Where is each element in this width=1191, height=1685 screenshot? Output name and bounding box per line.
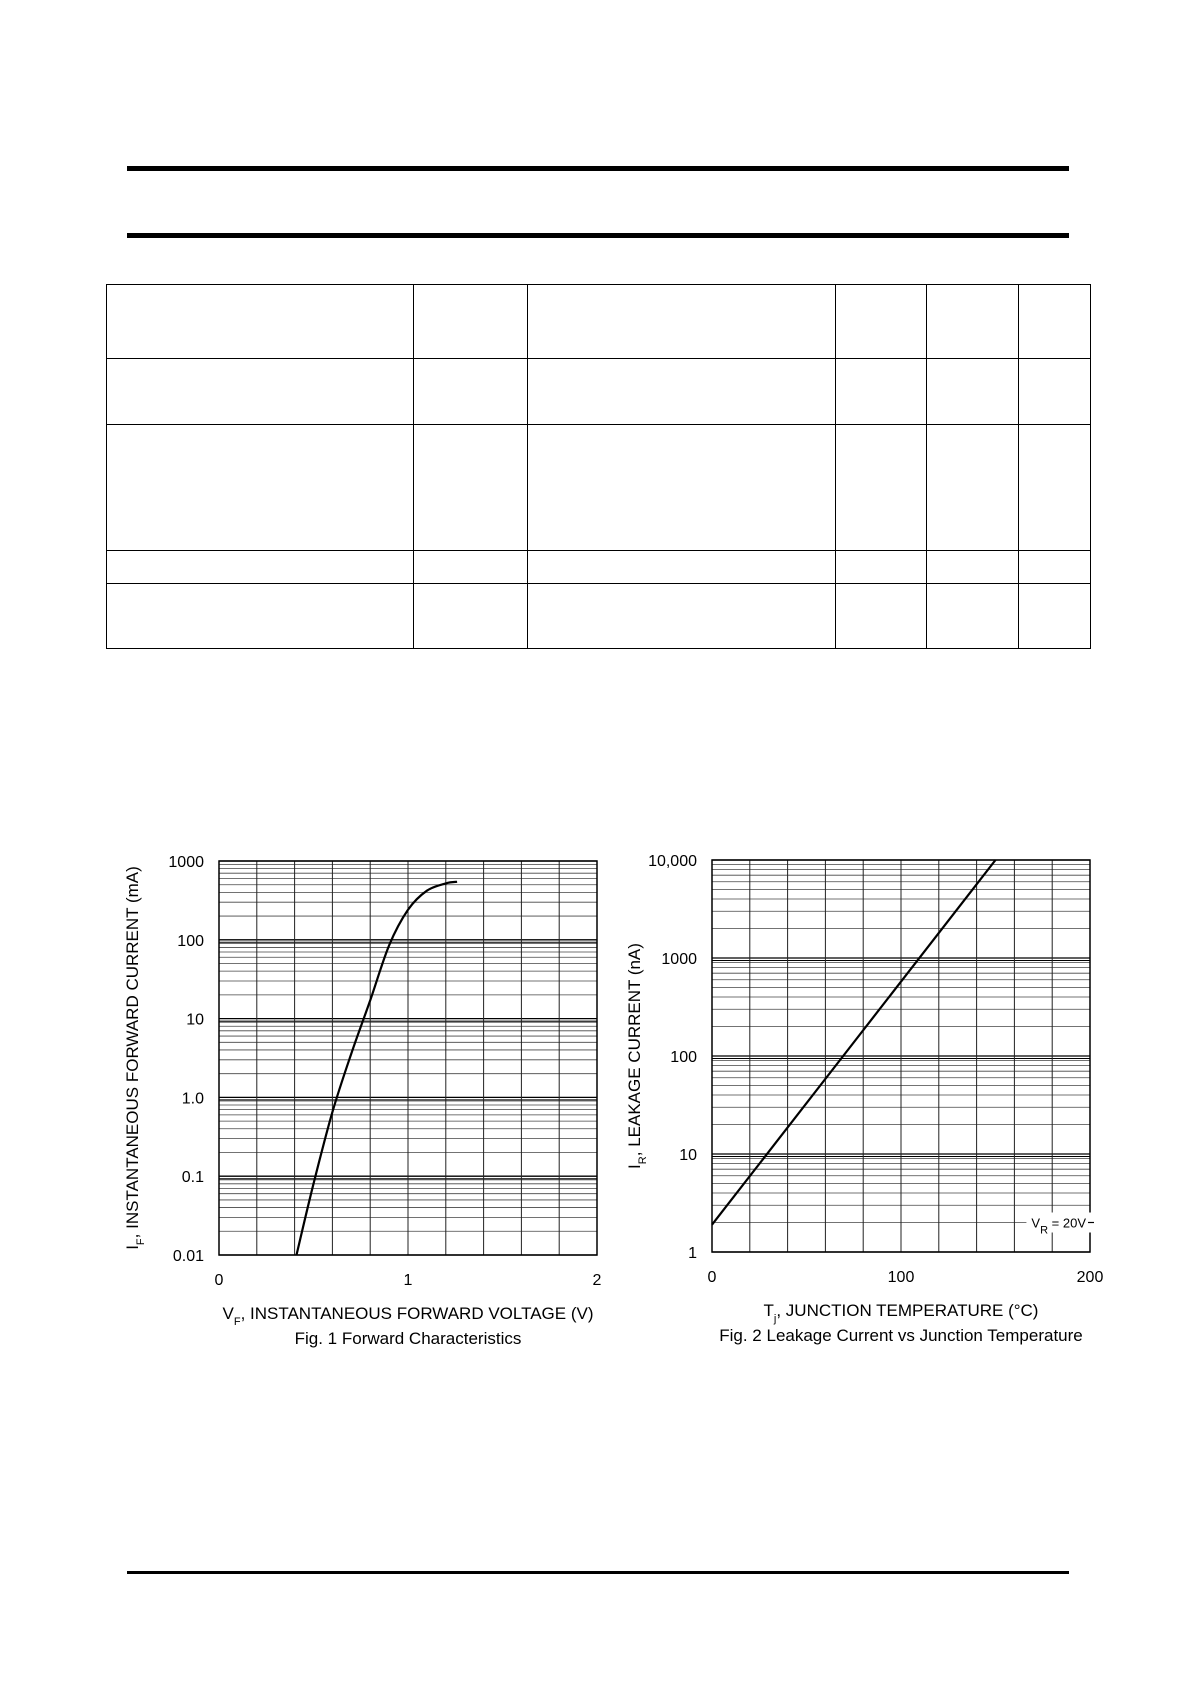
x-tick-label: 0 [214, 1272, 224, 1289]
y-tick-label: 10 [186, 1011, 204, 1029]
y-tick-label: 1 [688, 1245, 697, 1262]
y-tick-label: 0.1 [181, 1169, 204, 1187]
y-axis-label: $I_F$, INSTANTANEOUS FORWARD CURRENT (mA) [123, 866, 147, 1250]
x-tick-label: 100 [887, 1269, 915, 1286]
series-line [297, 882, 458, 1255]
y-tick-label: 10 [679, 1147, 697, 1164]
figure-caption: Fig. 2 Leakage Current vs Junction Temperature [719, 1326, 1083, 1345]
figure-caption: Fig. 1 Forward Characteristics [294, 1329, 522, 1348]
x-axis-label: $V_F$, INSTANTANEOUS FORWARD VOLTAGE (V) [222, 1304, 594, 1328]
y-tick-label: 1.0 [181, 1090, 204, 1108]
y-tick-label: 100 [177, 932, 204, 950]
y-tick-label: 0.01 [172, 1248, 204, 1265]
y-tick-label: 1000 [168, 854, 204, 871]
footer-rule [127, 1571, 1069, 1574]
y-tick-label: 100 [670, 1049, 697, 1066]
fig2-chart [625, 853, 1103, 1345]
y-tick-label: 10,000 [648, 853, 697, 870]
x-tick-label: 2 [592, 1272, 602, 1289]
y-tick-label: 1000 [661, 951, 697, 968]
x-tick-label: 0 [707, 1269, 717, 1286]
x-tick-label: 200 [1076, 1269, 1104, 1286]
series-line [712, 860, 996, 1225]
x-tick-label: 1 [403, 1272, 413, 1289]
x-axis-label: $T_j$, JUNCTION TEMPERATURE (°C) [763, 1301, 1039, 1325]
annotation-label: $V_R = 20V$ [1031, 1215, 1086, 1237]
fig1-chart [123, 854, 602, 1348]
y-axis-label: $I_R$, LEAKAGE CURRENT (nA) [625, 943, 649, 1169]
